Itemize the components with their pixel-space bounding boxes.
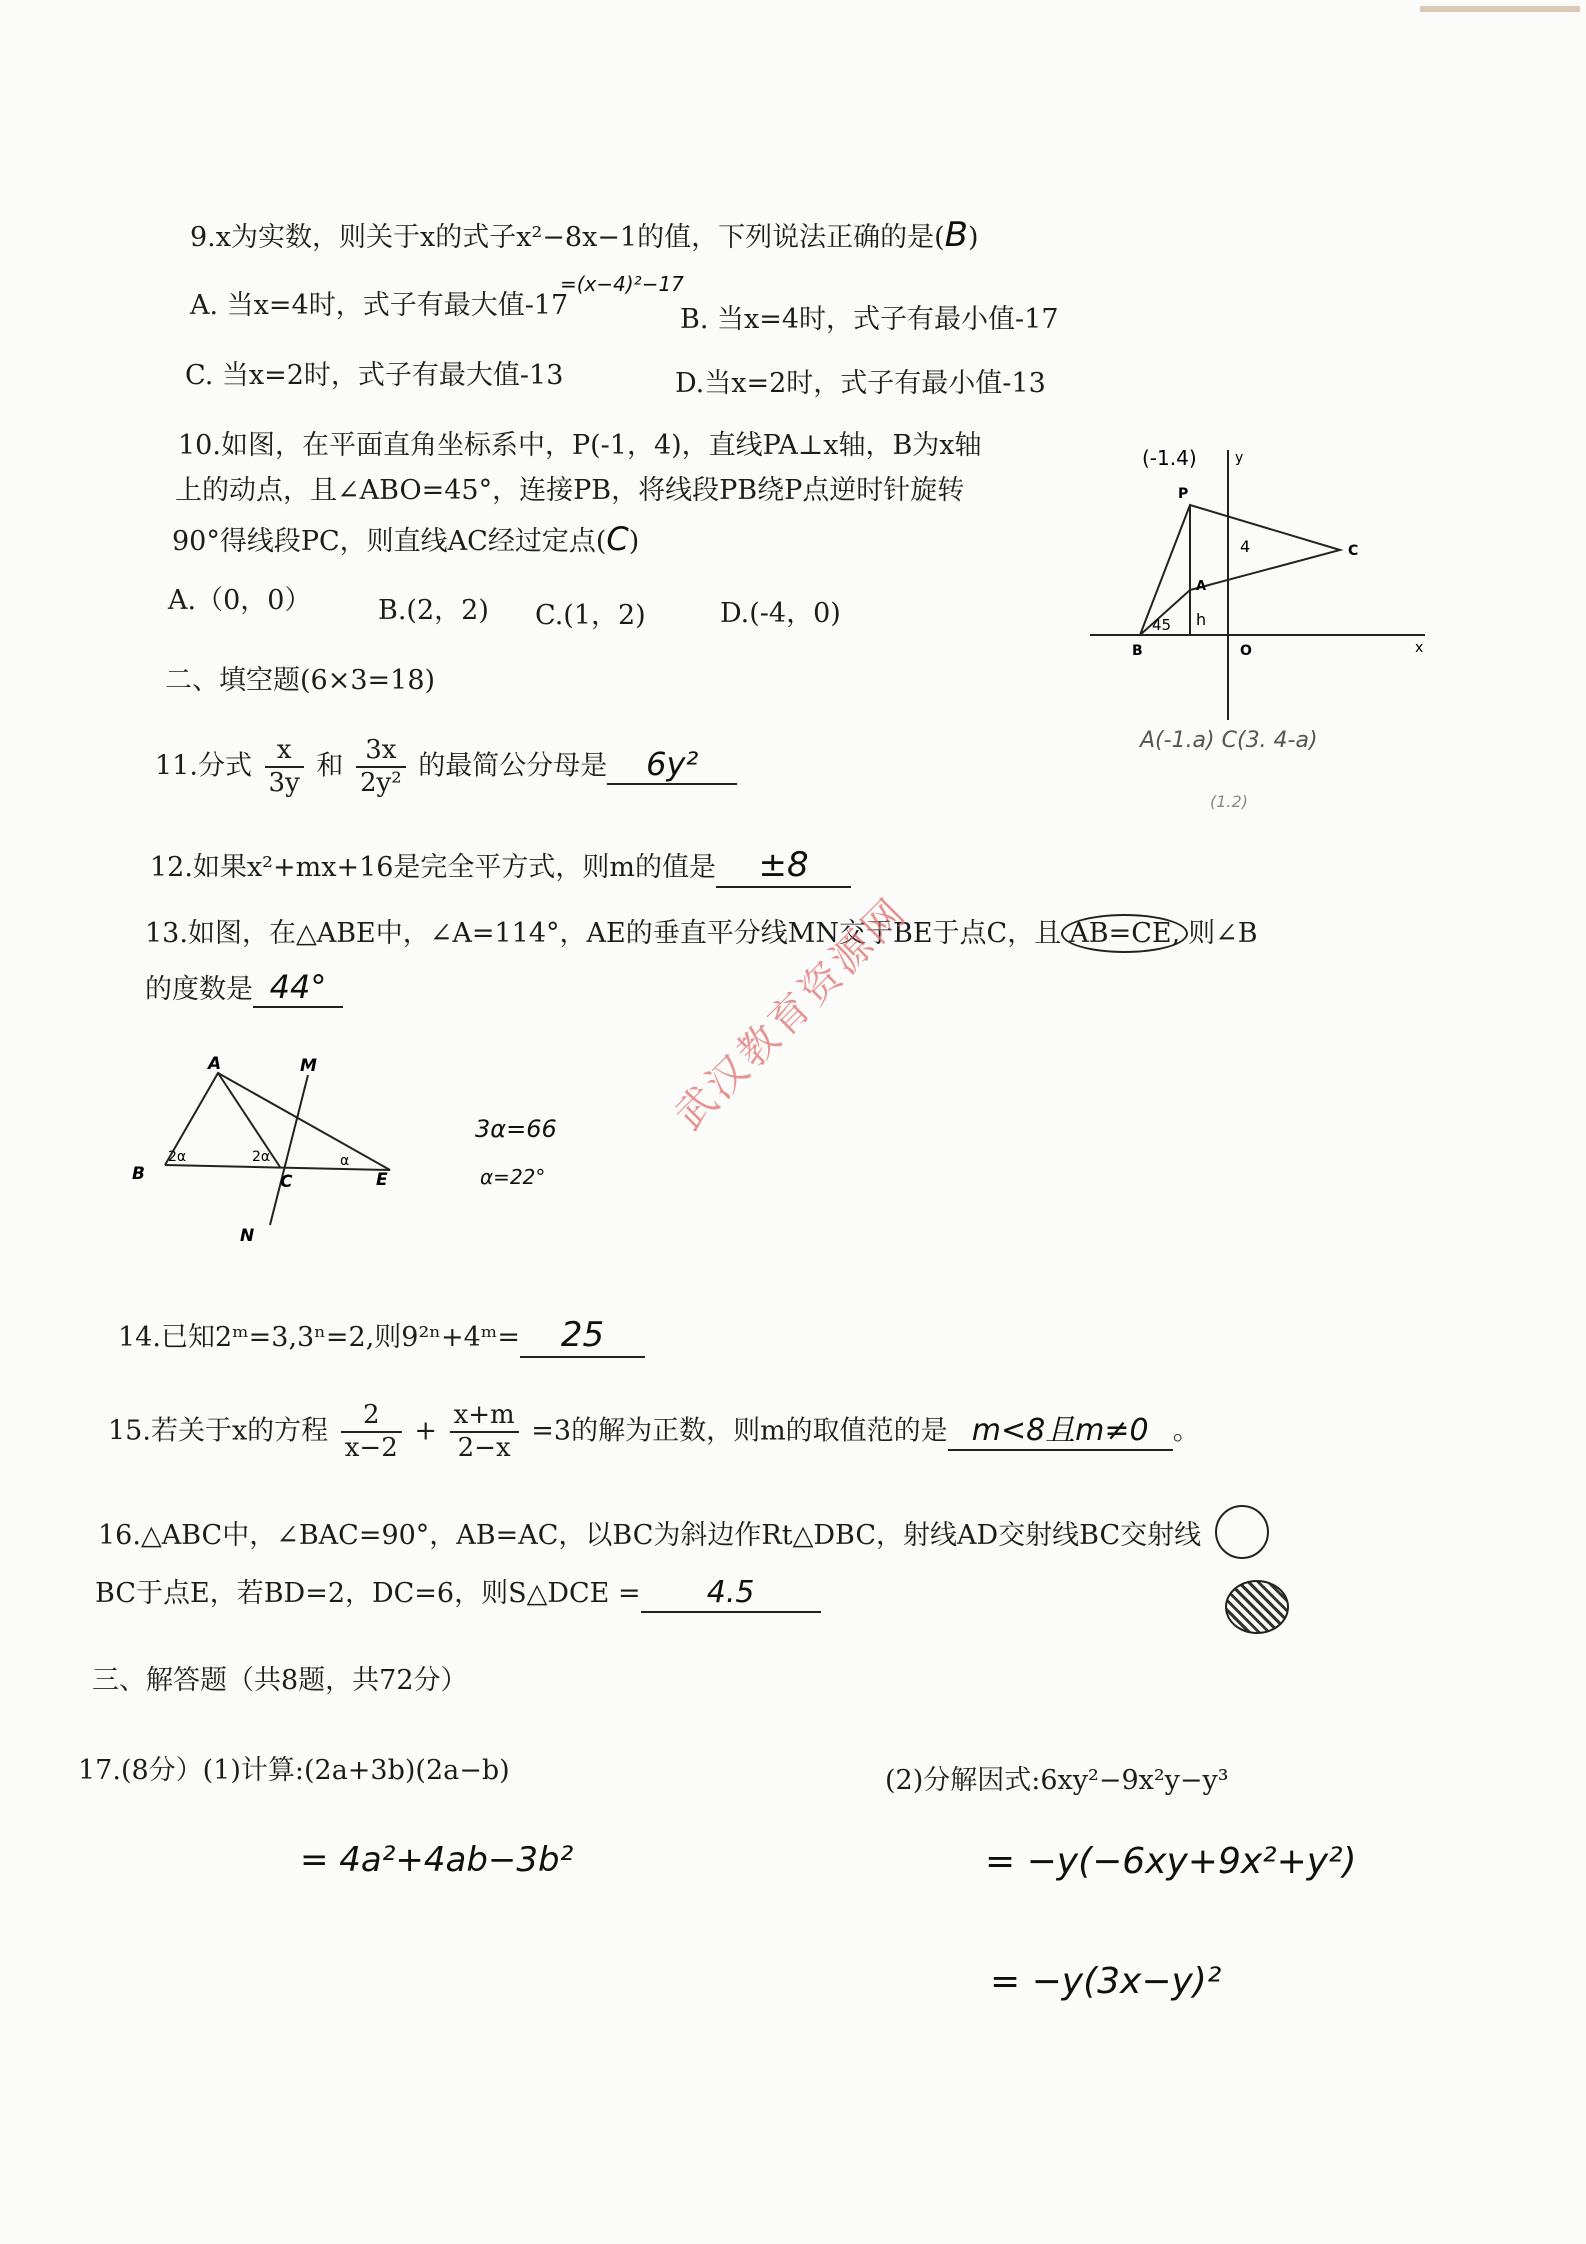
q13-angle-b: 2α [168, 1149, 187, 1165]
q9-option-b: B. 当x=4时，式子有最小值-17 [680, 304, 1059, 335]
section3-title: 三、解答题（共8题，共72分） [92, 1665, 468, 1696]
q13-label-e: E [376, 1170, 388, 1190]
q13-angle-c: 2α [252, 1149, 271, 1165]
q15-line: 15.若关于x的方程 $\frac{2}{x-2}$ + $\frac{x+m}{2-x}$ =3的解为正数，则m的取值范的是 m<8且m≠0 。 [108, 1400, 1200, 1464]
section2-title: 二、填空题(6×3=18) [165, 665, 436, 696]
q13-answer: 44° [253, 968, 343, 1008]
q10-label-c: C [1348, 543, 1359, 559]
q9-work: =(x−4)²−17 [560, 272, 684, 296]
q11-answer: 6y² [607, 745, 737, 785]
q13-label-c: C [280, 1172, 293, 1192]
q10-label-p: P [1178, 486, 1189, 502]
q10-option-c: C.(1，2) [535, 600, 646, 631]
q16-line2: BC于点E，若BD=2，DC=6，则S△DCE = 4.5 [95, 1575, 821, 1613]
q10-label-o: O [1240, 643, 1252, 659]
q13-angle-e: α [340, 1153, 350, 1169]
q9-option-c: C. 当x=2时，式子有最大值-13 [185, 360, 564, 391]
page-edge-mark [1420, 6, 1580, 12]
q13-line2: 的度数是 44° [145, 968, 343, 1008]
q10-answer: C [606, 520, 629, 558]
q17-part1-work: = 4a²+4ab−3b² [300, 1840, 574, 1880]
q13-segment-ac [218, 1073, 280, 1167]
q16-circle-mark [1215, 1505, 1269, 1559]
q17-part2-work2: = −y(3x−y)² [990, 1961, 1222, 2002]
q17-part1: 17.(8分）(1)计算:(2a+3b)(2a−b) [78, 1755, 510, 1786]
q13-label-n: N [240, 1226, 255, 1245]
q10-line3: 90°得线段PC，则直线AC经过定点(C) [172, 520, 640, 558]
q10-option-a: A.（0，0） [168, 585, 312, 616]
q11-fraction-1: $\frac{x}{3y}$ [265, 735, 304, 799]
q15-fraction-1: $\frac{2}{x-2}$ [341, 1400, 402, 1464]
q10-line1: 10.如图，在平面直角坐标系中，P(-1，4)，直线PA⊥x轴，B为x轴 [178, 430, 982, 461]
q10-label-coord: (-1.4) [1142, 446, 1197, 470]
q12-line: 12.如果x²+mx+16是完全平方式，则m的值是 ±8 [150, 845, 851, 888]
q13-label-a: A [208, 1055, 222, 1074]
q10-option-d: D.(-4，0) [720, 598, 841, 629]
q10-note1: A(-1.a) C(3. 4-a) [1140, 728, 1318, 753]
q13-figure [120, 1055, 420, 1245]
q10-label-four: 4 [1240, 537, 1251, 556]
q11-line: 11.分式 $\frac{x}{3y}$ 和 $\frac{3x}{\text{2y²}}$ 的最简公分母是 6y² [155, 735, 737, 799]
q17-part2-work1: = −y(−6xy+9x²+y²) [985, 1841, 1357, 1882]
q10-label-b: B [1132, 643, 1143, 659]
q13-work2: α=22° [480, 1165, 546, 1189]
q17-part2: (2)分解因式:6xy²−9x²y−y³ [885, 1765, 1229, 1796]
q13-triangle [165, 1073, 390, 1170]
q13-line1: 13.如图，在△ABE中，∠A=114°，AE的垂直平分线MN交于BE于点C，且 AB=CE, 则∠B [145, 918, 1258, 950]
q10-label-angle: 45 [1152, 616, 1172, 634]
q10-figure [1080, 440, 1440, 740]
q12-answer: ±8 [716, 845, 851, 888]
q10-label-y: y [1235, 450, 1244, 466]
q9-option-d: D.当x=2时，式子有最小值-13 [675, 368, 1046, 399]
q14-answer: 25 [520, 1315, 645, 1358]
q13-label-b: B [132, 1164, 145, 1184]
q10-label-a: A [1196, 579, 1207, 594]
q13-line-mn [270, 1075, 308, 1225]
q13-work1: 3α=66 [475, 1115, 557, 1143]
q13-label-m: M [300, 1056, 317, 1076]
q11-fraction-2: $\frac{3x}{\text{2y²}}$ [356, 735, 406, 799]
q16-answer: 4.5 [641, 1575, 821, 1613]
q15-answer: m<8且m≠0 [948, 1413, 1173, 1451]
q9-stem: 9.x为实数，则关于x的式子x²−8x−1的值，下列说法正确的是(B) [190, 215, 979, 255]
q16-scribble-mark [1225, 1580, 1289, 1634]
q16-line1: 16.△ABC中，∠BAC=90°，AB=AC，以BC为斜边作Rt△DBC，射线AD交射线BC交射线 [98, 1520, 1202, 1551]
q15-fraction-2: $\frac{x+m}{2-x}$ [450, 1400, 519, 1464]
q10-note2: (1.2) [1210, 792, 1248, 811]
q9-answer: B [944, 215, 968, 255]
q9-option-a: A. 当x=4时，式子有最大值-17 [190, 290, 569, 321]
q13-circled-condition: AB=CE, [1061, 914, 1188, 953]
q10-label-x: x [1415, 640, 1424, 656]
q10-option-b: B.(2，2) [378, 595, 489, 626]
q10-line2: 上的动点，且∠ABO=45°，连接PB，将线段PB绕P点逆时针旋转 [175, 475, 965, 506]
watermark: 武汉教育资源网 [666, 888, 917, 1139]
q14-line: 14.已知2ᵐ=3,3ⁿ=2,则9²ⁿ+4ᵐ= 25 [118, 1315, 645, 1358]
q10-label-h: h [1196, 610, 1207, 629]
